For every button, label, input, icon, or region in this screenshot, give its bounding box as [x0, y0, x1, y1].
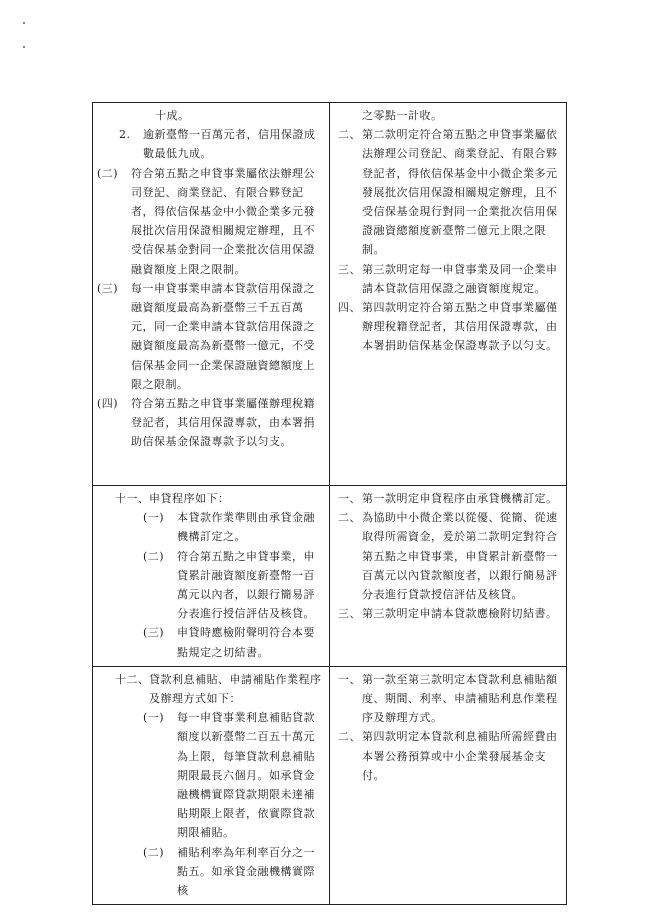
explanation-cell: [330, 103, 567, 486]
paragraph-text: 逾新臺幣一百萬元者，信用保證成數最低九成。: [143, 128, 316, 161]
paragraph-number: 一、: [338, 492, 361, 505]
paragraph-text: 第四款明定符合第五點之申貸事業屬僅辦理稅籍登記者，其信用保證專款，由本署捐助信保基金保證專款予以匀支。: [362, 301, 558, 353]
scan-speck: [23, 22, 25, 24]
paragraph-text: 每一申貸事業申請本貸款信用保證之融資額度最高為新臺幣三千五百萬元，同一企業申請本貸款信用保證之融資額度最高為新臺幣一億元，不受信保基金同一企業保證融資總額度上限之限制。: [131, 281, 315, 391]
paragraph: [334, 727, 562, 785]
paragraph: [97, 394, 325, 452]
provision-cell: [93, 103, 330, 486]
paragraph-number: (三): [97, 281, 119, 295]
paragraph: [334, 125, 562, 259]
paragraph-number: (一): [143, 511, 165, 525]
paragraph-text: 第一款明定申貸程序由承貸機構訂定。: [362, 492, 558, 505]
paragraph-text: 每一申貸事業利息補貼貸款額度以新臺幣二百五十萬元為上限，每筆貸款利息補貼期限最長六個月。如承貸金融機構實際貸款期限未達補貼期限上限者，依實際貸款期限補貼。: [177, 711, 315, 840]
paragraph-text: 補貼利率為年利率百分之一點五。如承貸金融機構實際核: [177, 845, 315, 898]
paragraph-text: 符合第五點之申貸事業，申貸累計融資額度新臺幣一百萬元以內者，以銀行簡易評分表進行授信評估及核貸。: [177, 549, 315, 621]
paragraph: [334, 670, 562, 728]
paragraph-text: 為協助中小微企業以從優、從簡、從速取得所需資金，爰於第二款明定對符合第五點之申貸事業，申貸累計新臺幣一百萬元以內貸款額度者，以銀行簡易評分表進行貸款授信評估及核貸。: [362, 511, 558, 602]
paragraph-text: 貸款利息補貼、申請補貼作業程序及辦理方式如下：: [149, 672, 322, 706]
explanation-cell: [330, 486, 567, 667]
explanation-cell: [330, 666, 567, 904]
table-row: [93, 486, 567, 667]
provision-cell: [93, 666, 330, 904]
paragraph-number: 二、: [338, 511, 361, 525]
paragraph-text: 第二款明定符合第五點之申貸事業屬依法辦理公司登記、商業登記、有限合夥登記者，得依信保基金中小微企業多元發展批次信用保證相關規定辦理，且不受信保基金現行對同一企業批次信用保證融資總額度新臺幣二億元上限之限制。: [362, 128, 558, 257]
paragraph: [334, 106, 562, 125]
paragraph-number: (三): [143, 626, 165, 640]
paragraph-number: 三、: [338, 262, 361, 276]
paragraph-number: 2.: [119, 128, 131, 142]
paragraph-number: 十二、: [115, 672, 150, 686]
paragraph: [97, 106, 325, 125]
paragraph-number: (二): [143, 549, 165, 563]
paragraph: [97, 489, 325, 508]
paragraph-text: 之零點一計收。: [362, 109, 443, 122]
scan-speck: [23, 46, 25, 48]
paragraph: [334, 489, 562, 508]
paragraph-text: 第三款明定申請本貸款應檢附切結書。: [362, 607, 558, 621]
paragraph-text: 申貸程序如下：: [149, 492, 230, 505]
paragraph-number: (二): [97, 166, 119, 180]
paragraph-number: 十一、: [115, 492, 150, 505]
paragraph-text: 第四款明定本貸款利息補貼所需經費由本署公務預算或中小企業發展基金支付。: [362, 730, 558, 782]
paragraph-number: 三、: [338, 607, 361, 621]
paragraph-text: 符合第五點之申貸事業屬依法辦理公司登記、商業登記、有限合夥登記者，得依信保基金中小微企業多元發展批次信用保證相關規定辦理，且不受信保基金對同一企業批次信用保證融資額度上限之限制。: [131, 166, 315, 276]
paragraph: [334, 604, 562, 623]
paragraph: [97, 508, 325, 546]
paragraph: [334, 298, 562, 356]
paragraph-number: (四): [97, 397, 119, 411]
comparison-table: [92, 102, 567, 905]
paragraph-number: 二、: [338, 730, 361, 744]
paragraph-text: 第三款明定每一申貸事業及同一企業申請本貸款信用保證之融資額度規定。: [362, 262, 558, 295]
paragraph-text: 本貸款作業準則由承貸金融機構訂定之。: [177, 511, 315, 544]
paragraph-text: 申貸時應檢附聲明符合本要點規定之切結書。: [177, 626, 315, 659]
paragraph-text: 符合第五點之申貸事業屬僅辦理稅籍登記者，其信用保證專款，由本署捐助信保基金保證專款予以匀支。: [131, 397, 315, 449]
table-row: [93, 666, 567, 904]
paragraph: [97, 623, 325, 661]
paragraph-number: (二): [143, 845, 165, 859]
paragraph: [97, 125, 325, 163]
paragraph: [97, 164, 325, 279]
paragraph-text: 第一款至第三款明定本貸款利息補貼額度、期間、利率、申請補貼利息作業程序及辦理方式。: [362, 672, 558, 725]
paragraph: [97, 843, 325, 901]
paragraph: [334, 260, 562, 298]
paragraph: [334, 508, 562, 604]
provision-cell: [93, 486, 330, 667]
paragraph: [97, 547, 325, 624]
paragraph-text: 十成。: [155, 109, 190, 122]
paragraph: [97, 670, 325, 708]
paragraph-number: (一): [143, 711, 165, 725]
paragraph-number: 四、: [338, 301, 361, 315]
paragraph: [97, 279, 325, 394]
paragraph: [97, 708, 325, 842]
paragraph-number: 一、: [338, 672, 361, 686]
paragraph-number: 二、: [338, 128, 361, 142]
table-row: [93, 103, 567, 486]
